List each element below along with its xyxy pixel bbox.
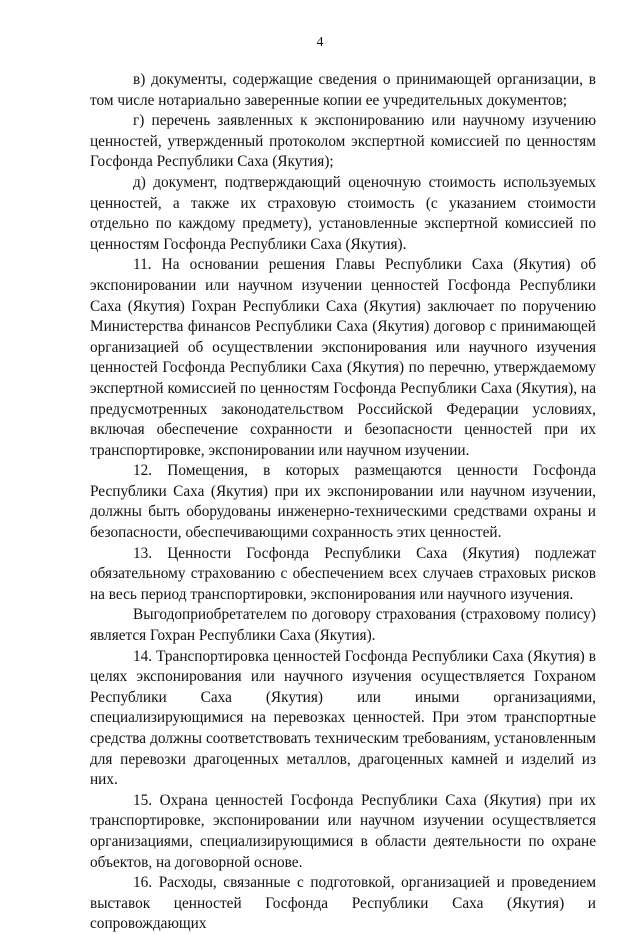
paragraph-14: 14. Транспортировка ценностей Госфонда Республики Саха (Якутия) в целях экспонирования или научного изучения осуществляется Гохраном Республики Саха (Якутия) или иными организациями, специализирующимися на перевозках ценностей. При этом транспортные средства должны соответствовать техническим требованиям, установленным для перевозки драгоценных металлов, драгоценных камней и изделий из них. xyxy=(90,647,596,789)
document-body xyxy=(90,70,596,935)
paragraph-item-v: в) документы, содержащие сведения о принимающей организации, в том числе нотариально заверенные копии ее учредительных документов; xyxy=(90,71,596,109)
page-number: 4 xyxy=(316,35,324,50)
paragraph-12: 12. Помещения, в которых размещаются ценности Госфонда Республики Саха (Якутия) при их экспонировании или научном изучении, должны быть оборудованы инженерно-техническими средствами охраны и безопасности, обеспечивающими сохранность этих ценностей. xyxy=(90,462,596,542)
paragraph-16: 16. Расходы, связанные с подготовкой, организацией и проведением выставок ценностей Госфонда Республики Саха (Якутия) и сопровождающих xyxy=(90,874,596,933)
paragraph-13: 13. Ценности Госфонда Республики Саха (Якутия) подлежат обязательному страхованию с обеспечением всех случаев страховых рисков на весь период транспортировки, экспонирования или научного изучения. xyxy=(90,544,596,603)
paragraph-13-beneficiary: Выгодоприобретателем по договору страхования (страховому полису) является Гохран Республики Саха (Якутия). xyxy=(90,606,596,645)
paragraph-11: 11. На основании решения Главы Республики Саха (Якутия) об экспонировании или научном изучении ценностей Госфонда Республики Саха (Якутия) Гохран Республики Саха (Якутия) заключает по поручению Министерства финансов Республики Саха (Якутия) договор с принимающей организацией об осуществлении экспонирования или научного изучения ценностей Госфонда Республики Саха (Якутия) по перечню, утверждаемому экспертной комиссией по ценностям Госфонда Республики Саха (Якутия), на предусмотренных законодательством Российской Федерации условиях, включая обеспечение сохранности и безопасности ценностей при их транспортировке, экспонировании или научном изучении. xyxy=(90,256,596,459)
paragraph-item-d: д) документ, подтверждающий оценочную стоимость используемых ценностей, а также их страховую стоимость (с указанием стоимости отдельно по каждому предмету), установленные экспертной комиссией по ценностям Госфонда Республики Саха (Якутия). xyxy=(90,173,596,253)
paragraph-item-g: г) перечень заявленных к экспонированию или научному изучению ценностей, утвержденный протоколом экспертной комиссией по ценностям Госфонда Республики Саха (Якутия); xyxy=(90,112,596,171)
paragraph-15: 15. Охрана ценностей Госфонда Республики Саха (Якутия) при их транспортировке, экспонировании или научном изучении осуществляется организациями, специализирующимися в области деятельности по охране объектов, на договорной основе. xyxy=(90,791,596,871)
